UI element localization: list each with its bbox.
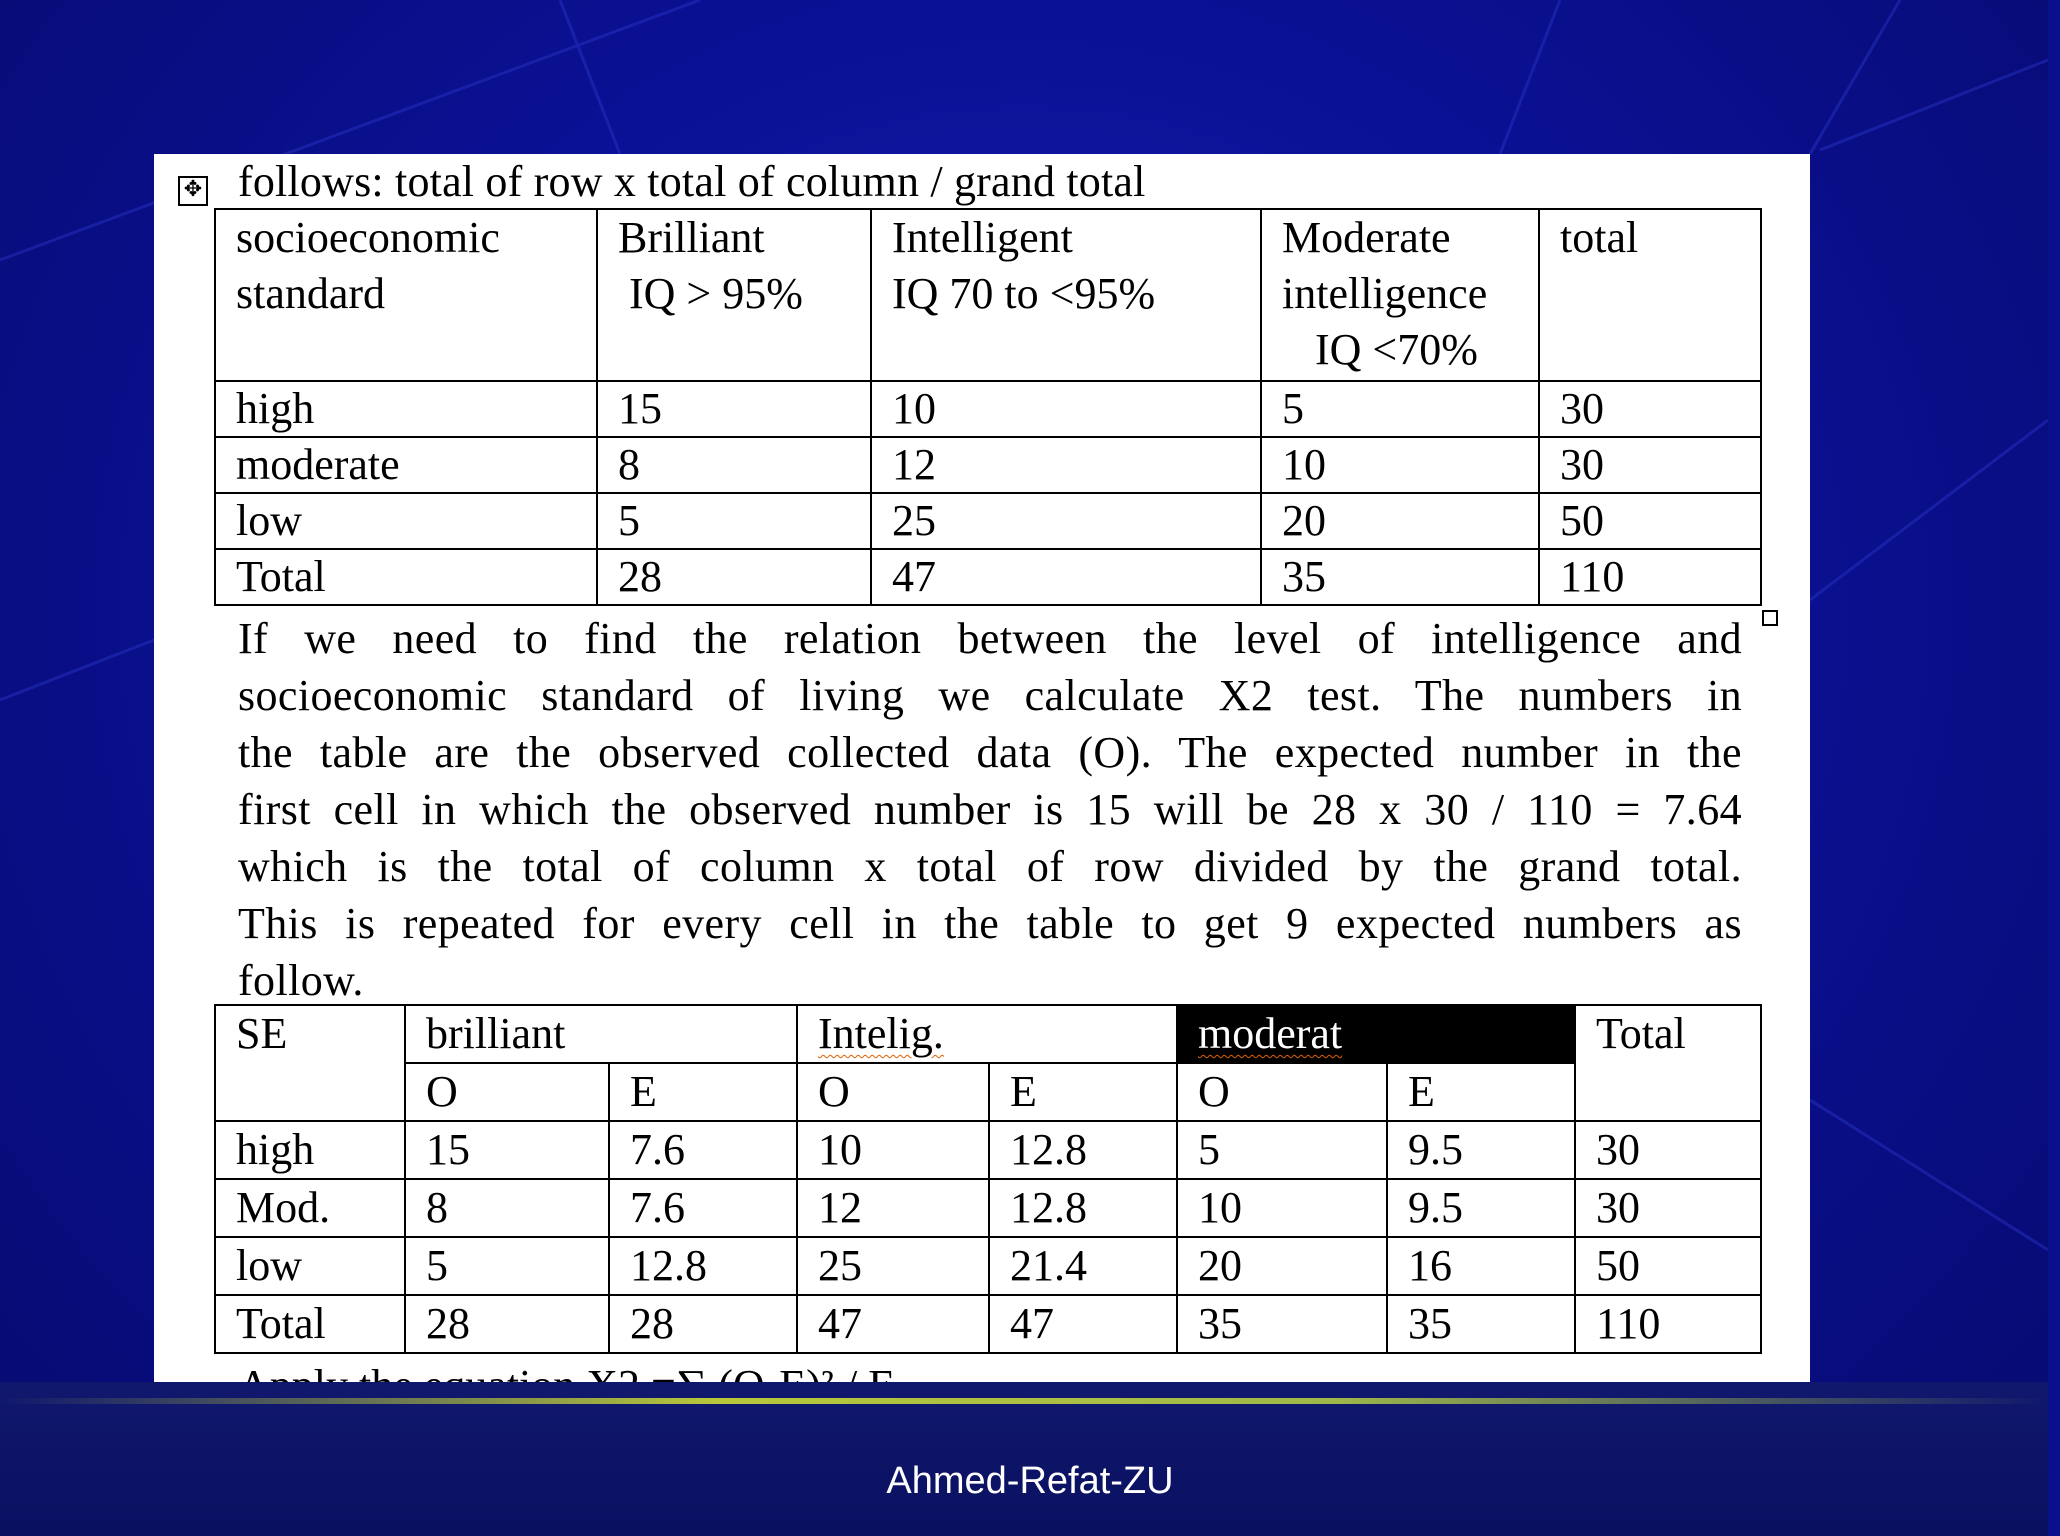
table-cell: Total	[215, 549, 597, 605]
table-cell: 7.6	[609, 1179, 797, 1237]
table-cell: 15	[405, 1121, 609, 1179]
footer-author: Ahmed-Refat-ZU	[886, 1460, 1174, 1502]
subheader-cell: E	[609, 1063, 797, 1121]
header-cell-intelig: Intelig.	[797, 1005, 1177, 1063]
table-header-row	[215, 1005, 1761, 1063]
table-cell: 35	[1177, 1295, 1387, 1353]
table-cell: 8	[405, 1179, 609, 1237]
header-cell-total: Total	[1575, 1005, 1761, 1121]
table-cell: 30	[1539, 381, 1761, 437]
expected-values-table	[214, 1004, 1762, 1354]
paragraph-line: first cell in which the observed number is 15 will be 28 x 30 / 110 = 7.64	[238, 785, 1742, 834]
table-row	[215, 1237, 1761, 1295]
header-cell-moderate: Moderate intelligence IQ <70%	[1261, 209, 1539, 381]
table-cell: 12.8	[609, 1237, 797, 1295]
table-cell: 110	[1575, 1295, 1761, 1353]
table-cell: 12.8	[989, 1121, 1177, 1179]
table-row	[215, 1179, 1761, 1237]
subheader-cell: O	[797, 1063, 989, 1121]
header-cell-intelligent: Intelligent IQ 70 to <95%	[871, 209, 1261, 381]
paragraph-line: which is the total of column x total of row divided by the grand total.	[238, 842, 1742, 891]
table-cell: 12	[871, 437, 1261, 493]
table-cell: 110	[1539, 549, 1761, 605]
table-cell: Mod.	[215, 1179, 405, 1237]
table-cell: low	[215, 493, 597, 549]
table-cell: 35	[1387, 1295, 1575, 1353]
table-resize-handle[interactable]	[1762, 610, 1778, 626]
table-row	[215, 549, 1761, 605]
table-cell: high	[215, 381, 597, 437]
header-cell-brilliant: Brilliant IQ > 95%	[597, 209, 871, 381]
header-cell-brilliant: brilliant	[405, 1005, 797, 1063]
table-cell: 10	[1177, 1179, 1387, 1237]
table-cell: 50	[1539, 493, 1761, 549]
table-cell: 28	[609, 1295, 797, 1353]
document-page	[154, 154, 1810, 1382]
table-cell: 25	[871, 493, 1261, 549]
table-cell: 5	[1177, 1121, 1387, 1179]
subheader-cell: O	[405, 1063, 609, 1121]
table-row	[215, 381, 1761, 437]
footer-band	[0, 1382, 2048, 1536]
table-cell: 35	[1261, 549, 1539, 605]
table-cell: 9.5	[1387, 1121, 1575, 1179]
intro-line: follows: total of row x total of column / grand total	[238, 157, 1146, 206]
footer-rule	[0, 1398, 2048, 1404]
table-move-handle-icon[interactable]: ✥	[178, 176, 208, 206]
table-cell: 30	[1539, 437, 1761, 493]
table-cell: 20	[1177, 1237, 1387, 1295]
table-cell: 10	[797, 1121, 989, 1179]
explanation-paragraph	[238, 610, 1742, 1009]
table-cell: 20	[1261, 493, 1539, 549]
header-cell-moderat-selected: moderat	[1177, 1005, 1575, 1063]
header-cell-socioeconomic: socioeconomic standard	[215, 209, 597, 381]
subheader-cell: O	[1177, 1063, 1387, 1121]
table-cell: 5	[405, 1237, 609, 1295]
header-cell-se: SE	[215, 1005, 405, 1121]
table-cell: 7.6	[609, 1121, 797, 1179]
table-cell: 28	[597, 549, 871, 605]
table-header-row	[215, 209, 1761, 381]
table-row	[215, 493, 1761, 549]
paragraph-line: follow.	[238, 956, 364, 1005]
header-cell-total: total	[1539, 209, 1761, 381]
table-row	[215, 1295, 1761, 1353]
table-row	[215, 437, 1761, 493]
table-cell: 9.5	[1387, 1179, 1575, 1237]
table-cell: low	[215, 1237, 405, 1295]
table-cell: 47	[871, 549, 1261, 605]
observed-data-table	[214, 208, 1762, 606]
table-cell: 30	[1575, 1179, 1761, 1237]
table-cell: Total	[215, 1295, 405, 1353]
table-cell: 12	[797, 1179, 989, 1237]
table-cell: 28	[405, 1295, 609, 1353]
table-cell: 50	[1575, 1237, 1761, 1295]
table-cell: 5	[1261, 381, 1539, 437]
table-cell: high	[215, 1121, 405, 1179]
table-cell: 25	[797, 1237, 989, 1295]
table-cell: 10	[1261, 437, 1539, 493]
paragraph-line: socioeconomic standard of living we calculate X2 test. The numbers in	[238, 671, 1742, 720]
subheader-cell: E	[989, 1063, 1177, 1121]
subheader-cell: E	[1387, 1063, 1575, 1121]
table-row	[215, 1121, 1761, 1179]
paragraph-line: If we need to find the relation between the level of intelligence and	[238, 614, 1742, 663]
table-cell: 47	[989, 1295, 1177, 1353]
table-cell: 12.8	[989, 1179, 1177, 1237]
table-subheader-row	[215, 1063, 1761, 1121]
table-cell: 15	[597, 381, 871, 437]
table-cell: 8	[597, 437, 871, 493]
table-cell: 30	[1575, 1121, 1761, 1179]
table-cell: 16	[1387, 1237, 1575, 1295]
table-cell: 21.4	[989, 1237, 1177, 1295]
paragraph-line: This is repeated for every cell in the table to get 9 expected numbers as	[238, 899, 1742, 948]
table-cell: 10	[871, 381, 1261, 437]
table-cell: 47	[797, 1295, 989, 1353]
table-cell: moderate	[215, 437, 597, 493]
paragraph-line: the table are the observed collected data (O). The expected number in the	[238, 728, 1742, 777]
table-cell: 5	[597, 493, 871, 549]
